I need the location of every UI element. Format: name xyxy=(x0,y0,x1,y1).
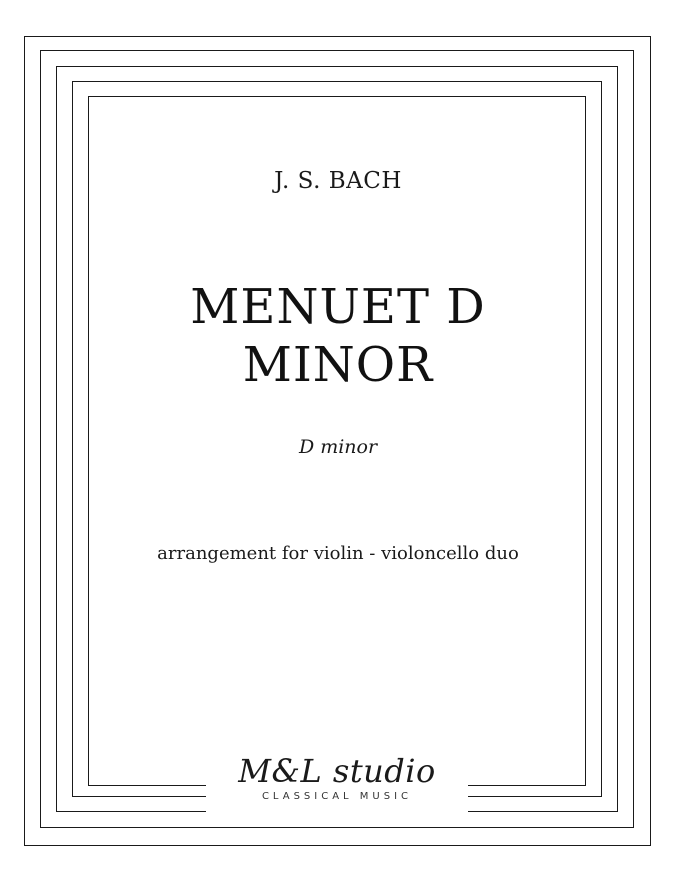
title-line-1: MENUET D xyxy=(190,279,486,335)
key-signature: D minor xyxy=(298,436,378,458)
piece-title xyxy=(0,278,676,394)
logo-script-text: M&L studio xyxy=(238,752,436,790)
composer-name: J. S. BACH xyxy=(274,168,402,194)
logo-subtitle: CLASSICAL MUSIC xyxy=(261,791,413,802)
publisher-logo xyxy=(206,750,468,812)
arrangement-description: arrangement for violin - violoncello duo xyxy=(157,543,519,564)
title-line-2: MINOR xyxy=(242,337,434,393)
